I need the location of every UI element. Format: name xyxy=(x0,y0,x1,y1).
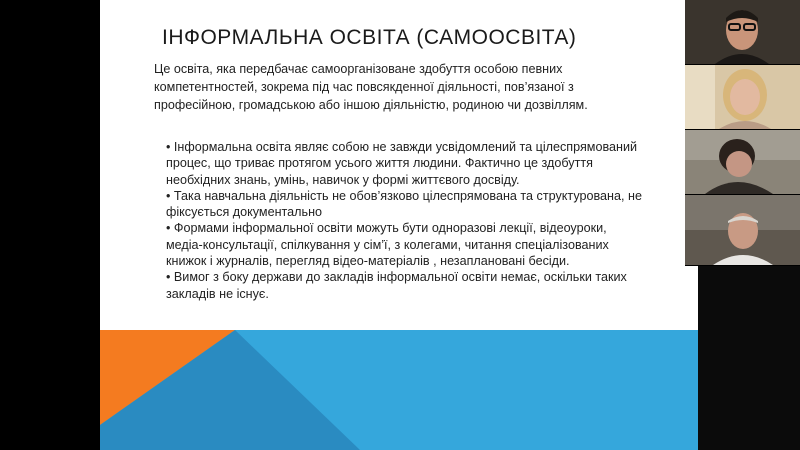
intro-line: професійною, громадською або іншою діяльністю, родиною чи дозвіллям. xyxy=(154,98,588,112)
bullet-line: • Інформальна освіта являє собою не завжди усвідомлений та цілеспрямований xyxy=(166,140,638,154)
participant-video-man-glasses xyxy=(685,0,800,64)
slide-bullet-list xyxy=(166,139,646,302)
participant-video-woman-blonde xyxy=(685,65,800,129)
participant-video-tile[interactable] xyxy=(685,0,800,65)
participant-video-tile[interactable] xyxy=(685,130,800,195)
participant-video-tile[interactable] xyxy=(685,65,800,130)
bullet-line: • Така навчальна діяльність не обов’язково цілеспрямована та структурована, не xyxy=(166,188,642,203)
bullet-line: медіа-консультації, спілкування у сім’ї, з колегами, читання спеціалізованих xyxy=(166,237,609,252)
participant-video-woman-dark-hair xyxy=(685,130,800,194)
intro-line: компетентностей, зокрема під час повсякденної діяльності, пов’язаної з xyxy=(154,80,574,94)
participant-video-tile[interactable] xyxy=(685,195,800,266)
participant-video-man-older xyxy=(685,195,800,265)
bullet-line: процес, що триває протягом усього життя людини. Фактично це здобуття xyxy=(166,156,593,171)
bullet-line: фіксується документально xyxy=(166,205,323,220)
bullet-line: • Вимог з боку держави до закладів інформальної освіти немає, оскільки таких xyxy=(166,270,627,285)
presentation-slide xyxy=(100,0,698,450)
bullet-line: книжок і журналів, перегляд відео-матеріалів , незаплановані бесіди. xyxy=(166,254,570,269)
slide-decorative-band xyxy=(100,330,698,450)
bullet-line: закладів не існує. xyxy=(166,286,269,301)
bullet-line: необхідних знань, умінь, навичок у формі життєвого досвіду. xyxy=(166,172,520,187)
intro-line: Це освіта, яка передбачає самоорганізоване здобуття особою певних xyxy=(154,62,563,76)
slide-title: ІНФОРМАЛЬНА ОСВІТА (САМООСВІТА) xyxy=(162,26,577,49)
slide-intro-text xyxy=(154,60,654,114)
bullet-line: • Формами інформальної освіти можуть бути одноразові лекції, відеоуроки, xyxy=(166,221,607,236)
